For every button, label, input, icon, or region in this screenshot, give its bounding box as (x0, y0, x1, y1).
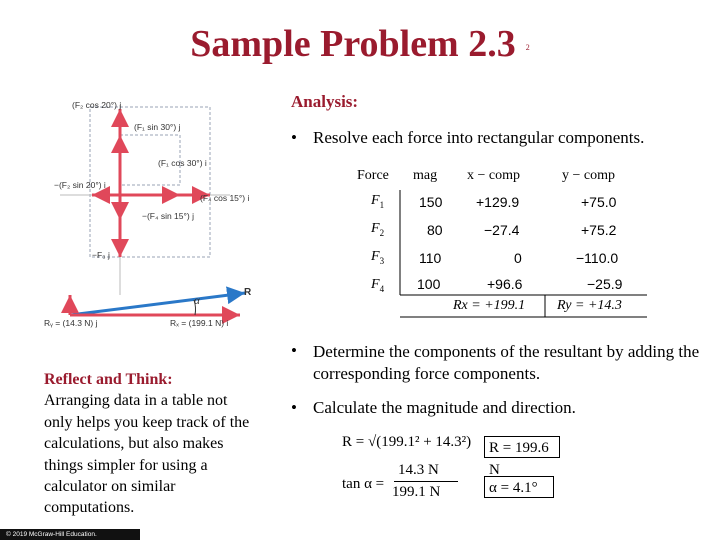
bullet-calculate (291, 398, 711, 422)
row-1-y: +75.0 (581, 194, 617, 210)
tan-denominator: 199.1 N (392, 484, 441, 500)
row-3-x: 0 (514, 250, 522, 266)
fraction-bar (394, 481, 458, 482)
bullet-dot: • (291, 398, 297, 417)
row-1-force: $F_1$ (371, 193, 385, 210)
bullet-text: Determine the components of the resultant by adding the corresponding force components. (313, 342, 700, 383)
row-2-y: +75.2 (581, 222, 617, 238)
reflect-heading: Reflect and Think: (44, 371, 173, 388)
row-3-mag: 110 (419, 250, 442, 266)
bullet-resolve (291, 128, 711, 152)
header-force: Force (357, 168, 389, 183)
row-2-force: $F_2$ (371, 221, 385, 238)
rx-sum: Rx = +199.1 (453, 298, 526, 313)
reflect-body: Arranging data in a table not only helps you keep track of the calculations, but also makes things simpler for using a calculator on similar computations. (44, 392, 250, 517)
row-3-y: −110.0 (576, 250, 619, 266)
bullet-text: Resolve each force into rectangular components. (313, 128, 645, 147)
row-2-x: −27.4 (484, 222, 520, 238)
label-f2cos: (F₂ cos 20°) j (72, 100, 122, 110)
row-2-mag: 80 (427, 222, 443, 238)
bullet-dot: • (291, 341, 297, 360)
page-number: 2 (525, 42, 530, 52)
label-f2sin: −(F₂ sin 20°) i (54, 180, 106, 190)
force-table (347, 162, 647, 322)
bullet-text: Calculate the magnitude and direction. (313, 398, 576, 417)
row-4-force: $F_4$ (371, 277, 385, 294)
angle-result-box: α = 4.1° (484, 476, 554, 498)
row-1-mag: 150 (419, 194, 443, 210)
label-alpha: α (194, 296, 200, 307)
label-f1cos: (F₁ cos 30°) i (158, 158, 207, 168)
label-r: R (244, 287, 252, 298)
magnitude-result-box: R = 199.6 N (484, 436, 560, 458)
row-1-x: +129.9 (476, 194, 520, 210)
title-text: Sample Problem 2.3 (190, 23, 516, 65)
reflect-think-note (44, 369, 259, 519)
page-title (0, 22, 720, 66)
tan-equation (342, 462, 472, 512)
label-ry: Rᵧ = (14.3 N) j (44, 318, 98, 328)
analysis-heading: Analysis: (291, 92, 359, 111)
row-4-y: −25.9 (587, 276, 623, 292)
bullet-determine (291, 341, 711, 389)
header-y: y − comp (562, 168, 615, 183)
header-mag: mag (413, 168, 438, 183)
label-f3: −F₃ j (92, 250, 110, 260)
bullet-dot: • (291, 128, 297, 147)
row-3-force: $F_3$ (371, 249, 385, 266)
resultant-arrow (70, 293, 245, 315)
row-4-mag: 100 (417, 276, 441, 292)
header-x: x − comp (467, 168, 520, 183)
label-f1sin: (F₁ sin 30°) j (134, 122, 181, 132)
label-rx: Rₓ = (199.1 N) i (170, 318, 229, 328)
tan-numerator: 14.3 N (398, 462, 439, 478)
tan-lhs: tan α = (342, 476, 385, 492)
magnitude-equation: R = √(199.1² + 14.3²) (342, 434, 472, 450)
copyright-footer: © 2019 McGraw-Hill Education. (0, 529, 140, 540)
label-f4cos: (F₄ cos 15°) i (200, 193, 250, 203)
ry-sum: Ry = +14.3 (557, 298, 622, 313)
label-f4sin: −(F₄ sin 15°) j (142, 211, 194, 221)
row-4-x: +96.6 (487, 276, 523, 292)
